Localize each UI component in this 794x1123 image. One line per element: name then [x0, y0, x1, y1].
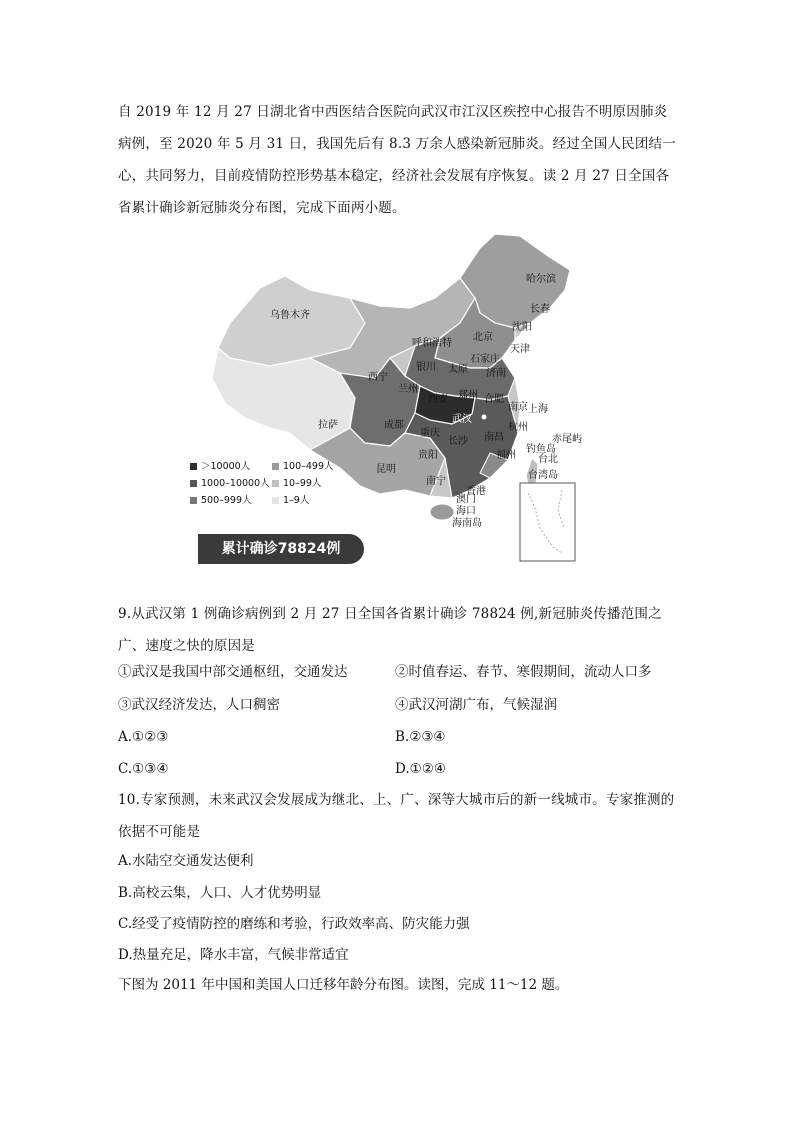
legend-item — [190, 492, 252, 506]
legend-item — [272, 475, 321, 489]
legend-item — [272, 492, 309, 506]
legend-swatch — [272, 497, 279, 504]
city-diaoyudao: 钓鱼岛 — [526, 444, 556, 455]
city-huhehaote: 呼和浩特 — [412, 338, 452, 349]
city-lanzhou: 兰州 — [398, 384, 418, 395]
covid-distribution-map — [190, 228, 590, 568]
next-section-intro: 下图为 2011 年中国和美国人口迁移年龄分布图。读图，完成 11～12 题。 — [118, 977, 569, 993]
q9-answer-b: B.②③④ — [395, 729, 446, 745]
q9-answer-c: C.①③④ — [118, 761, 169, 777]
city-haikou: 海口 — [456, 506, 476, 517]
city-aomen: 澳门 — [456, 494, 476, 505]
city-kunming: 昆明 — [376, 464, 396, 475]
city-changchun: 长春 — [530, 304, 550, 315]
q9-option-1: ①武汉是我国中部交通枢纽，交通发达 — [118, 664, 348, 680]
legend-swatch — [272, 463, 279, 470]
legend-label: 100–499人 — [283, 461, 334, 472]
q9-stem: 9.从武汉第 1 例确诊病例到 2 月 27 日全国各省累计确诊 78824 例,新冠肺炎传播范围之广、速度之快的原因是 — [118, 606, 662, 654]
city-xining: 西宁 — [368, 372, 388, 383]
legend-label: 1–9人 — [283, 495, 310, 506]
legend-label: 500–999人 — [201, 495, 252, 506]
legend-swatch — [190, 497, 197, 504]
city-chongqing: 重庆 — [420, 428, 440, 439]
total-cases-banner: 累计确诊78824例 — [198, 534, 364, 564]
q9-option-2: ②时值春运、春节、寒假期间，流动人口多 — [395, 664, 652, 680]
q9-option-4: ④武汉河湖广布，气候湿润 — [395, 697, 557, 713]
q9-answer-a: A.①②③ — [118, 729, 169, 745]
city-shenyang: 沈阳 — [512, 322, 532, 333]
q10-answer-d: D.热量充足，降水丰富，气候非常适宜 — [118, 947, 349, 963]
city-wuhan: 武汉 — [452, 414, 472, 425]
city-fuzhou: 福州 — [496, 450, 516, 461]
city-nanchang: 南昌 — [484, 432, 504, 443]
city-taibei: 台北 — [538, 454, 558, 465]
city-hainandao: 海南岛 — [452, 518, 482, 529]
legend-item — [272, 458, 334, 472]
city-hefei: 合肥 — [484, 394, 504, 405]
legend-label: 10–99人 — [283, 478, 322, 489]
city-xian: 西安 — [428, 394, 448, 405]
city-nanjing: 南京 — [508, 402, 528, 413]
q10-stem: 10.专家预测，未来武汉会发展成为继北、上、广、深等大城市后的新一线城市。专家推测的依据不可能是 — [118, 792, 675, 840]
city-jinan: 济南 — [486, 368, 506, 379]
city-wulumuqi: 乌鲁木齐 — [270, 310, 310, 321]
legend-label: ＞10000人 — [201, 461, 251, 472]
city-hangzhou: 杭州 — [508, 422, 528, 433]
city-taiwandao: 台湾岛 — [528, 470, 558, 481]
city-zhengzhou: 郑州 — [458, 390, 478, 401]
intro-paragraph: 自 2019 年 12 月 27 日湖北省中西医结合医院向武汉市江汉区疾控中心报告不明原因肺炎病例，至 2020 年 5 月 31 日，我国先后有 8.3 万余人感染新冠肺炎。经过全国人民团结一心，共同努力，目前疫情防控形势基本稳定，经济社会发展有序恢复。读 2 月 27 日全国各省累计确诊新冠肺炎分布图，完成下面两小题。 — [118, 104, 676, 216]
legend-item — [190, 475, 270, 489]
q9-option-3: ③武汉经济发达，人口稠密 — [118, 697, 280, 713]
city-changsha: 长沙 — [448, 436, 468, 447]
city-beijing: 北京 — [473, 332, 493, 343]
city-shanghai: 上海 — [528, 404, 548, 415]
city-chiweiyu: 赤尾屿 — [552, 434, 582, 445]
city-taiyuan: 太原 — [448, 364, 468, 375]
q10-answer-a: A.水陆空交通发达便利 — [118, 853, 254, 869]
legend-item — [190, 458, 250, 472]
q10-answer-c: C.经受了疫情防控的磨练和考验，行政效率高、防灾能力强 — [118, 916, 470, 932]
city-lasa: 拉萨 — [318, 420, 338, 431]
city-haerbin: 哈尔滨 — [526, 274, 556, 285]
legend-swatch — [190, 480, 197, 487]
city-shijiazhuang: 石家庄 — [470, 354, 500, 365]
city-xianggang: 香港 — [466, 486, 486, 497]
city-nanning: 南宁 — [426, 476, 446, 487]
legend-label: 1000–10000人 — [201, 478, 270, 489]
legend-swatch — [272, 480, 279, 487]
city-chengdu: 成都 — [384, 420, 404, 431]
city-tianjin: 天津 — [510, 344, 530, 355]
q9-answer-d: D.①②④ — [395, 761, 446, 777]
legend-swatch — [190, 463, 197, 470]
city-guiyang: 贵阳 — [418, 450, 438, 461]
city-yinchuan: 银川 — [416, 362, 436, 373]
q10-answer-b: B.高校云集，人口、人才优势明显 — [118, 885, 322, 901]
